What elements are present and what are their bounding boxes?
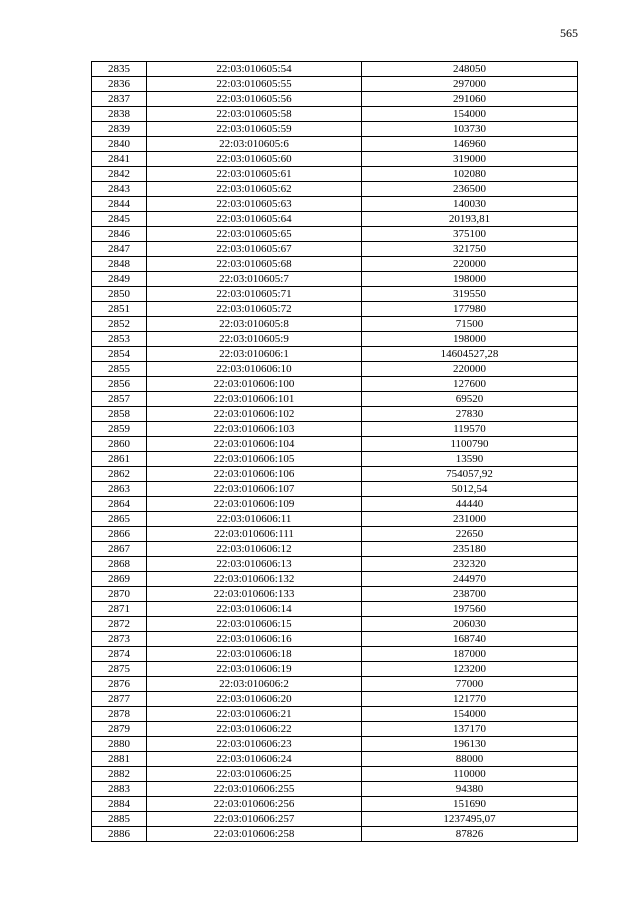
value-cell: 232320	[362, 557, 578, 572]
row-number-cell: 2880	[92, 737, 147, 752]
row-number-cell: 2838	[92, 107, 147, 122]
row-number-cell: 2839	[92, 122, 147, 137]
row-number-cell: 2844	[92, 197, 147, 212]
cadastral-number-cell: 22:03:010605:9	[147, 332, 362, 347]
table-row	[92, 797, 578, 812]
cadastral-number-cell: 22:03:010606:255	[147, 782, 362, 797]
value-cell: 5012,54	[362, 482, 578, 497]
table-row	[92, 767, 578, 782]
row-number-cell: 2869	[92, 572, 147, 587]
cadastral-number-cell: 22:03:010606:109	[147, 497, 362, 512]
table-row	[92, 107, 578, 122]
row-number-cell: 2856	[92, 377, 147, 392]
row-number-cell: 2851	[92, 302, 147, 317]
table-row	[92, 62, 578, 77]
cadastral-number-cell: 22:03:010606:102	[147, 407, 362, 422]
value-cell: 236500	[362, 182, 578, 197]
value-cell: 44440	[362, 497, 578, 512]
row-number-cell: 2862	[92, 467, 147, 482]
value-cell: 206030	[362, 617, 578, 632]
table-row	[92, 332, 578, 347]
cadastral-number-cell: 22:03:010606:257	[147, 812, 362, 827]
row-number-cell: 2876	[92, 677, 147, 692]
table-row	[92, 512, 578, 527]
cadastral-number-cell: 22:03:010606:104	[147, 437, 362, 452]
table-row	[92, 752, 578, 767]
data-table	[91, 61, 578, 842]
row-number-cell: 2866	[92, 527, 147, 542]
value-cell: 220000	[362, 257, 578, 272]
row-number-cell: 2852	[92, 317, 147, 332]
cadastral-number-cell: 22:03:010605:67	[147, 242, 362, 257]
row-number-cell: 2858	[92, 407, 147, 422]
cadastral-number-cell: 22:03:010605:62	[147, 182, 362, 197]
cadastral-number-cell: 22:03:010605:6	[147, 137, 362, 152]
value-cell: 77000	[362, 677, 578, 692]
cadastral-number-cell: 22:03:010606:14	[147, 602, 362, 617]
row-number-cell: 2875	[92, 662, 147, 677]
row-number-cell: 2863	[92, 482, 147, 497]
value-cell: 244970	[362, 572, 578, 587]
table-row	[92, 242, 578, 257]
table-row	[92, 617, 578, 632]
table-row	[92, 317, 578, 332]
cadastral-number-cell: 22:03:010605:54	[147, 62, 362, 77]
table-row	[92, 167, 578, 182]
cadastral-number-cell: 22:03:010606:18	[147, 647, 362, 662]
row-number-cell: 2840	[92, 137, 147, 152]
row-number-cell: 2860	[92, 437, 147, 452]
table-row	[92, 827, 578, 842]
value-cell: 198000	[362, 272, 578, 287]
row-number-cell: 2857	[92, 392, 147, 407]
value-cell: 319000	[362, 152, 578, 167]
value-cell: 238700	[362, 587, 578, 602]
cadastral-number-cell: 22:03:010605:68	[147, 257, 362, 272]
cadastral-number-cell: 22:03:010605:7	[147, 272, 362, 287]
table-row	[92, 602, 578, 617]
value-cell: 220000	[362, 362, 578, 377]
table-row	[92, 182, 578, 197]
value-cell: 103730	[362, 122, 578, 137]
row-number-cell: 2848	[92, 257, 147, 272]
cadastral-number-cell: 22:03:010606:100	[147, 377, 362, 392]
table-row	[92, 707, 578, 722]
cadastral-number-cell: 22:03:010606:1	[147, 347, 362, 362]
value-cell: 22650	[362, 527, 578, 542]
table-row	[92, 437, 578, 452]
table-row	[92, 392, 578, 407]
table-row	[92, 587, 578, 602]
value-cell: 321750	[362, 242, 578, 257]
table-row	[92, 122, 578, 137]
table-row	[92, 527, 578, 542]
cadastral-number-cell: 22:03:010605:61	[147, 167, 362, 182]
row-number-cell: 2864	[92, 497, 147, 512]
row-number-cell: 2843	[92, 182, 147, 197]
value-cell: 127600	[362, 377, 578, 392]
value-cell: 754057,92	[362, 467, 578, 482]
cadastral-number-cell: 22:03:010605:56	[147, 92, 362, 107]
row-number-cell: 2855	[92, 362, 147, 377]
value-cell: 1100790	[362, 437, 578, 452]
table-body	[92, 62, 578, 842]
table-row	[92, 467, 578, 482]
table-row	[92, 227, 578, 242]
row-number-cell: 2871	[92, 602, 147, 617]
row-number-cell: 2849	[92, 272, 147, 287]
value-cell: 102080	[362, 167, 578, 182]
row-number-cell: 2883	[92, 782, 147, 797]
cadastral-number-cell: 22:03:010606:21	[147, 707, 362, 722]
value-cell: 69520	[362, 392, 578, 407]
value-cell: 110000	[362, 767, 578, 782]
row-number-cell: 2870	[92, 587, 147, 602]
value-cell: 146960	[362, 137, 578, 152]
table-row	[92, 302, 578, 317]
table-row	[92, 137, 578, 152]
cadastral-number-cell: 22:03:010605:64	[147, 212, 362, 227]
value-cell: 235180	[362, 542, 578, 557]
cadastral-number-cell: 22:03:010605:71	[147, 287, 362, 302]
table-row	[92, 422, 578, 437]
cadastral-number-cell: 22:03:010606:133	[147, 587, 362, 602]
row-number-cell: 2853	[92, 332, 147, 347]
value-cell: 20193,81	[362, 212, 578, 227]
cadastral-number-cell: 22:03:010606:111	[147, 527, 362, 542]
cadastral-number-cell: 22:03:010606:105	[147, 452, 362, 467]
cadastral-number-cell: 22:03:010606:132	[147, 572, 362, 587]
cadastral-number-cell: 22:03:010605:63	[147, 197, 362, 212]
row-number-cell: 2835	[92, 62, 147, 77]
value-cell: 151690	[362, 797, 578, 812]
value-cell: 123200	[362, 662, 578, 677]
cadastral-number-cell: 22:03:010606:11	[147, 512, 362, 527]
table-row	[92, 212, 578, 227]
row-number-cell: 2879	[92, 722, 147, 737]
value-cell: 154000	[362, 707, 578, 722]
value-cell: 121770	[362, 692, 578, 707]
value-cell: 319550	[362, 287, 578, 302]
table-row	[92, 737, 578, 752]
value-cell: 1237495,07	[362, 812, 578, 827]
row-number-cell: 2845	[92, 212, 147, 227]
row-number-cell: 2872	[92, 617, 147, 632]
table-row	[92, 257, 578, 272]
row-number-cell: 2847	[92, 242, 147, 257]
table-row	[92, 77, 578, 92]
value-cell: 168740	[362, 632, 578, 647]
row-number-cell: 2885	[92, 812, 147, 827]
table-row	[92, 407, 578, 422]
table-row	[92, 287, 578, 302]
table-row	[92, 362, 578, 377]
cadastral-number-cell: 22:03:010606:25	[147, 767, 362, 782]
cadastral-number-cell: 22:03:010606:12	[147, 542, 362, 557]
cadastral-number-cell: 22:03:010605:65	[147, 227, 362, 242]
value-cell: 71500	[362, 317, 578, 332]
row-number-cell: 2854	[92, 347, 147, 362]
table-row	[92, 557, 578, 572]
table-row	[92, 197, 578, 212]
row-number-cell: 2881	[92, 752, 147, 767]
value-cell: 154000	[362, 107, 578, 122]
table-row	[92, 632, 578, 647]
table-row	[92, 662, 578, 677]
cadastral-number-cell: 22:03:010606:10	[147, 362, 362, 377]
table-row	[92, 722, 578, 737]
cadastral-number-cell: 22:03:010606:16	[147, 632, 362, 647]
cadastral-number-cell: 22:03:010605:55	[147, 77, 362, 92]
table-row	[92, 782, 578, 797]
value-cell: 196130	[362, 737, 578, 752]
table-row	[92, 692, 578, 707]
value-cell: 88000	[362, 752, 578, 767]
value-cell: 94380	[362, 782, 578, 797]
value-cell: 297000	[362, 77, 578, 92]
value-cell: 14604527,28	[362, 347, 578, 362]
table-row	[92, 482, 578, 497]
cadastral-number-cell: 22:03:010606:258	[147, 827, 362, 842]
cadastral-number-cell: 22:03:010606:13	[147, 557, 362, 572]
table-row	[92, 452, 578, 467]
cadastral-number-cell: 22:03:010606:22	[147, 722, 362, 737]
table-row	[92, 542, 578, 557]
value-cell: 291060	[362, 92, 578, 107]
table-row	[92, 647, 578, 662]
value-cell: 119570	[362, 422, 578, 437]
row-number-cell: 2841	[92, 152, 147, 167]
value-cell: 197560	[362, 602, 578, 617]
cadastral-number-cell: 22:03:010606:19	[147, 662, 362, 677]
cadastral-number-cell: 22:03:010605:72	[147, 302, 362, 317]
table-row	[92, 572, 578, 587]
cadastral-number-cell: 22:03:010606:101	[147, 392, 362, 407]
row-number-cell: 2873	[92, 632, 147, 647]
table-row	[92, 497, 578, 512]
row-number-cell: 2836	[92, 77, 147, 92]
cadastral-number-cell: 22:03:010606:15	[147, 617, 362, 632]
value-cell: 27830	[362, 407, 578, 422]
cadastral-number-cell: 22:03:010605:59	[147, 122, 362, 137]
row-number-cell: 2877	[92, 692, 147, 707]
cadastral-number-cell: 22:03:010606:20	[147, 692, 362, 707]
value-cell: 137170	[362, 722, 578, 737]
table-row	[92, 812, 578, 827]
row-number-cell: 2868	[92, 557, 147, 572]
cadastral-number-cell: 22:03:010606:24	[147, 752, 362, 767]
value-cell: 140030	[362, 197, 578, 212]
cadastral-number-cell: 22:03:010605:8	[147, 317, 362, 332]
row-number-cell: 2886	[92, 827, 147, 842]
value-cell: 198000	[362, 332, 578, 347]
row-number-cell: 2846	[92, 227, 147, 242]
cadastral-number-cell: 22:03:010605:58	[147, 107, 362, 122]
row-number-cell: 2859	[92, 422, 147, 437]
value-cell: 248050	[362, 62, 578, 77]
row-number-cell: 2882	[92, 767, 147, 782]
value-cell: 177980	[362, 302, 578, 317]
cadastral-number-cell: 22:03:010606:106	[147, 467, 362, 482]
row-number-cell: 2850	[92, 287, 147, 302]
cadastral-number-cell: 22:03:010606:23	[147, 737, 362, 752]
row-number-cell: 2878	[92, 707, 147, 722]
value-cell: 87826	[362, 827, 578, 842]
table-row	[92, 152, 578, 167]
row-number-cell: 2884	[92, 797, 147, 812]
cadastral-number-cell: 22:03:010606:107	[147, 482, 362, 497]
cadastral-number-cell: 22:03:010606:256	[147, 797, 362, 812]
table-row	[92, 347, 578, 362]
row-number-cell: 2837	[92, 92, 147, 107]
value-cell: 187000	[362, 647, 578, 662]
row-number-cell: 2861	[92, 452, 147, 467]
row-number-cell: 2867	[92, 542, 147, 557]
row-number-cell: 2865	[92, 512, 147, 527]
table-row	[92, 92, 578, 107]
value-cell: 13590	[362, 452, 578, 467]
row-number-cell: 2874	[92, 647, 147, 662]
table-row	[92, 677, 578, 692]
table-row	[92, 272, 578, 287]
page-number: 565	[560, 26, 578, 40]
table-row	[92, 377, 578, 392]
row-number-cell: 2842	[92, 167, 147, 182]
value-cell: 231000	[362, 512, 578, 527]
cadastral-number-cell: 22:03:010605:60	[147, 152, 362, 167]
cadastral-number-cell: 22:03:010606:2	[147, 677, 362, 692]
value-cell: 375100	[362, 227, 578, 242]
cadastral-number-cell: 22:03:010606:103	[147, 422, 362, 437]
